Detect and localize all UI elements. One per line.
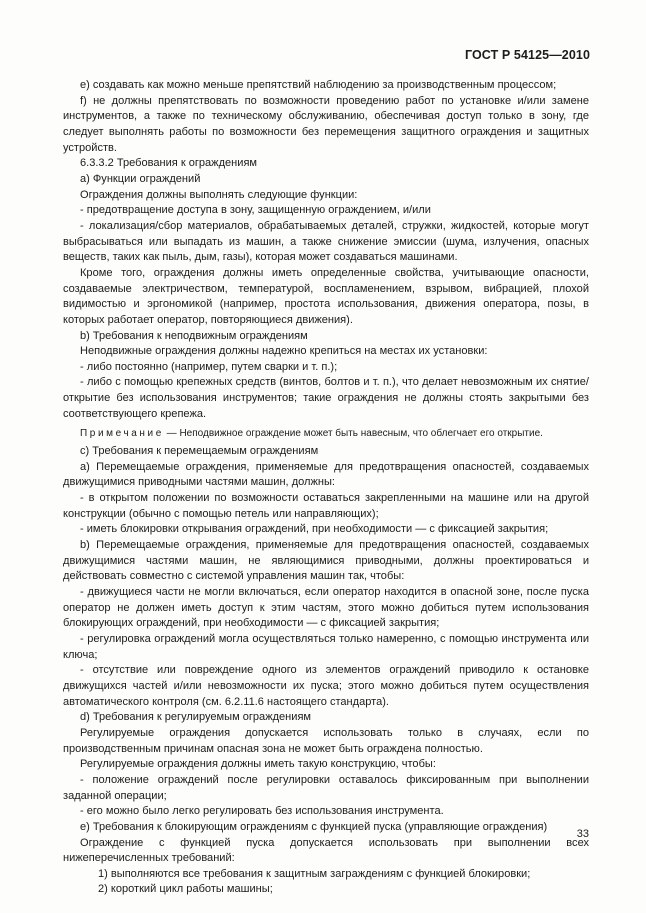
paragraph: Ограждения должны выполнять следующие функции: — [80, 188, 358, 201]
paragraph: 6.3.3.2 Требования к ограждениям — [80, 157, 258, 170]
paragraph: е) Требования к блокирующим ограждениям с функцией пуска (управляющие ограждения) — [80, 820, 548, 833]
paragraph: - в открытом положении по возможности оставаться закрепленными на машине или на другой конструкции (обычно с помощью петель или направляющих); — [63, 492, 589, 520]
paragraph: Ограждение с функцией пуска допускается использовать при выполнении всех нижеперечисленных требований: — [63, 836, 589, 865]
numbered-item: 2) короткий цикл работы машины; — [98, 883, 273, 896]
paragraph: Регулируемые ограждения допускается использовать только в случаях, если по производственным причинам опасная зона не может быть ограждена полностью. — [63, 726, 589, 755]
paragraph: с) Требования к перемещаемым ограждениям — [80, 445, 319, 458]
paragraph: - локализация/сбор материалов, обрабатываемых деталей, стружки, жидкостей, которые могут выбрасываться или выпадать из машин, а также снижение эмиссии (шума, излучения, опасных веществ, таких как пыль, дым, газы), которая может создаваться машинами. — [63, 219, 589, 264]
paragraph: f) не должны препятствовать по возможности проведению работ по установке и/или замене инструментов, а также по техническому обслуживанию, обеспечивая доступ только в зону, где следует выполнять работы по возможности без перемещения защитного ограждения и защитных устройств. — [63, 94, 589, 154]
paragraph: Регулируемые ограждения должны иметь такую конструкцию, чтобы: — [80, 758, 436, 771]
note-label: Примечание — [80, 428, 164, 440]
standard-header: ГОСТ Р 54125—2010 — [464, 48, 590, 62]
paragraph: - иметь блокировки открывания ограждений, при необходимости — с фиксацией закрытия; — [80, 523, 549, 536]
paragraph: Кроме того, ограждения должны иметь определенные свойства, учитывающие опасности, создаваемые электричеством, температурой, воспламенением, взрывом, вибрацией, плохой видимостью и эргономикой (например, простота использования, движения оператора, позы, в которых работает оператор, повторяющиеся движения). — [63, 266, 589, 326]
paragraph: b) Перемещаемые ограждения, применяемые для предотвращения опасностей, создаваемых движущимися частями машин, не являющимися приводными, должны проектироваться и действовать совместно с системой управления машин так, чтобы: — [63, 539, 589, 583]
note-paragraph — [63, 426, 589, 442]
paragraph: Неподвижные ограждения должны надежно крепиться на местах их установки: — [80, 345, 488, 358]
paragraph: - либо с помощью крепежных средств (винтов, болтов и т. п.), что делает невозможным их снятие/открытие без использования инструментов; такие ограждения не должны стоять закрытыми без соответствующего крепежа. — [63, 376, 589, 420]
numbered-item: 1) выполняются все требования к защитным заграждениям с функцией блокировки; — [98, 867, 531, 880]
paragraph: b) Требования к неподвижным ограждениям — [80, 329, 308, 342]
paragraph: - либо постоянно (например, путем сварки и т. п.); — [80, 360, 338, 373]
paragraph: - его можно было легко регулировать без использования инструмента. — [80, 805, 444, 818]
paragraph: - отсутствие или повреждение одного из элементов ограждений приводило к остановке движущихся частей и/или невозможности их пуска; этого можно добиться путем осуществления автоматического контроля (см. 6.2.11.6 настоящего стандарта). — [63, 664, 589, 708]
paragraph: e) создавать как можно меньше препятствий наблюдению за производственным процессом; — [80, 79, 557, 91]
paragraph: а) Перемещаемые ограждения, применяемые для предотвращения опасностей, создаваемых движущимися приводными частями машин, должны: — [63, 460, 589, 489]
paragraph: - предотвращение доступа в зону, защищенную ограждением, и/или — [80, 204, 431, 217]
document-body — [63, 78, 589, 898]
page-number: 33 — [576, 828, 589, 840]
paragraph: а) Функции ограждений — [80, 172, 201, 185]
note-text: — Неподвижное ограждение может быть навесным, что облегчает его открытие. — [163, 428, 543, 440]
paragraph: d) Требования к регулируемым ограждениям — [80, 711, 312, 724]
paragraph: - регулировка ограждений могла осуществляться только намеренно, с помощью инструмента или ключа; — [63, 632, 589, 661]
paragraph: - движущиеся части не могли включаться, если оператор находится в опасной зоне, после пуска оператор не должен иметь доступ к этим частям, этого можно добиться путем использования блокирующих ограждений, при необходимости — с фиксацией закрытия; — [63, 586, 589, 630]
paragraph: - положение ограждений после регулировки оставалось фиксированным при выполнении заданной операции; — [63, 773, 589, 802]
